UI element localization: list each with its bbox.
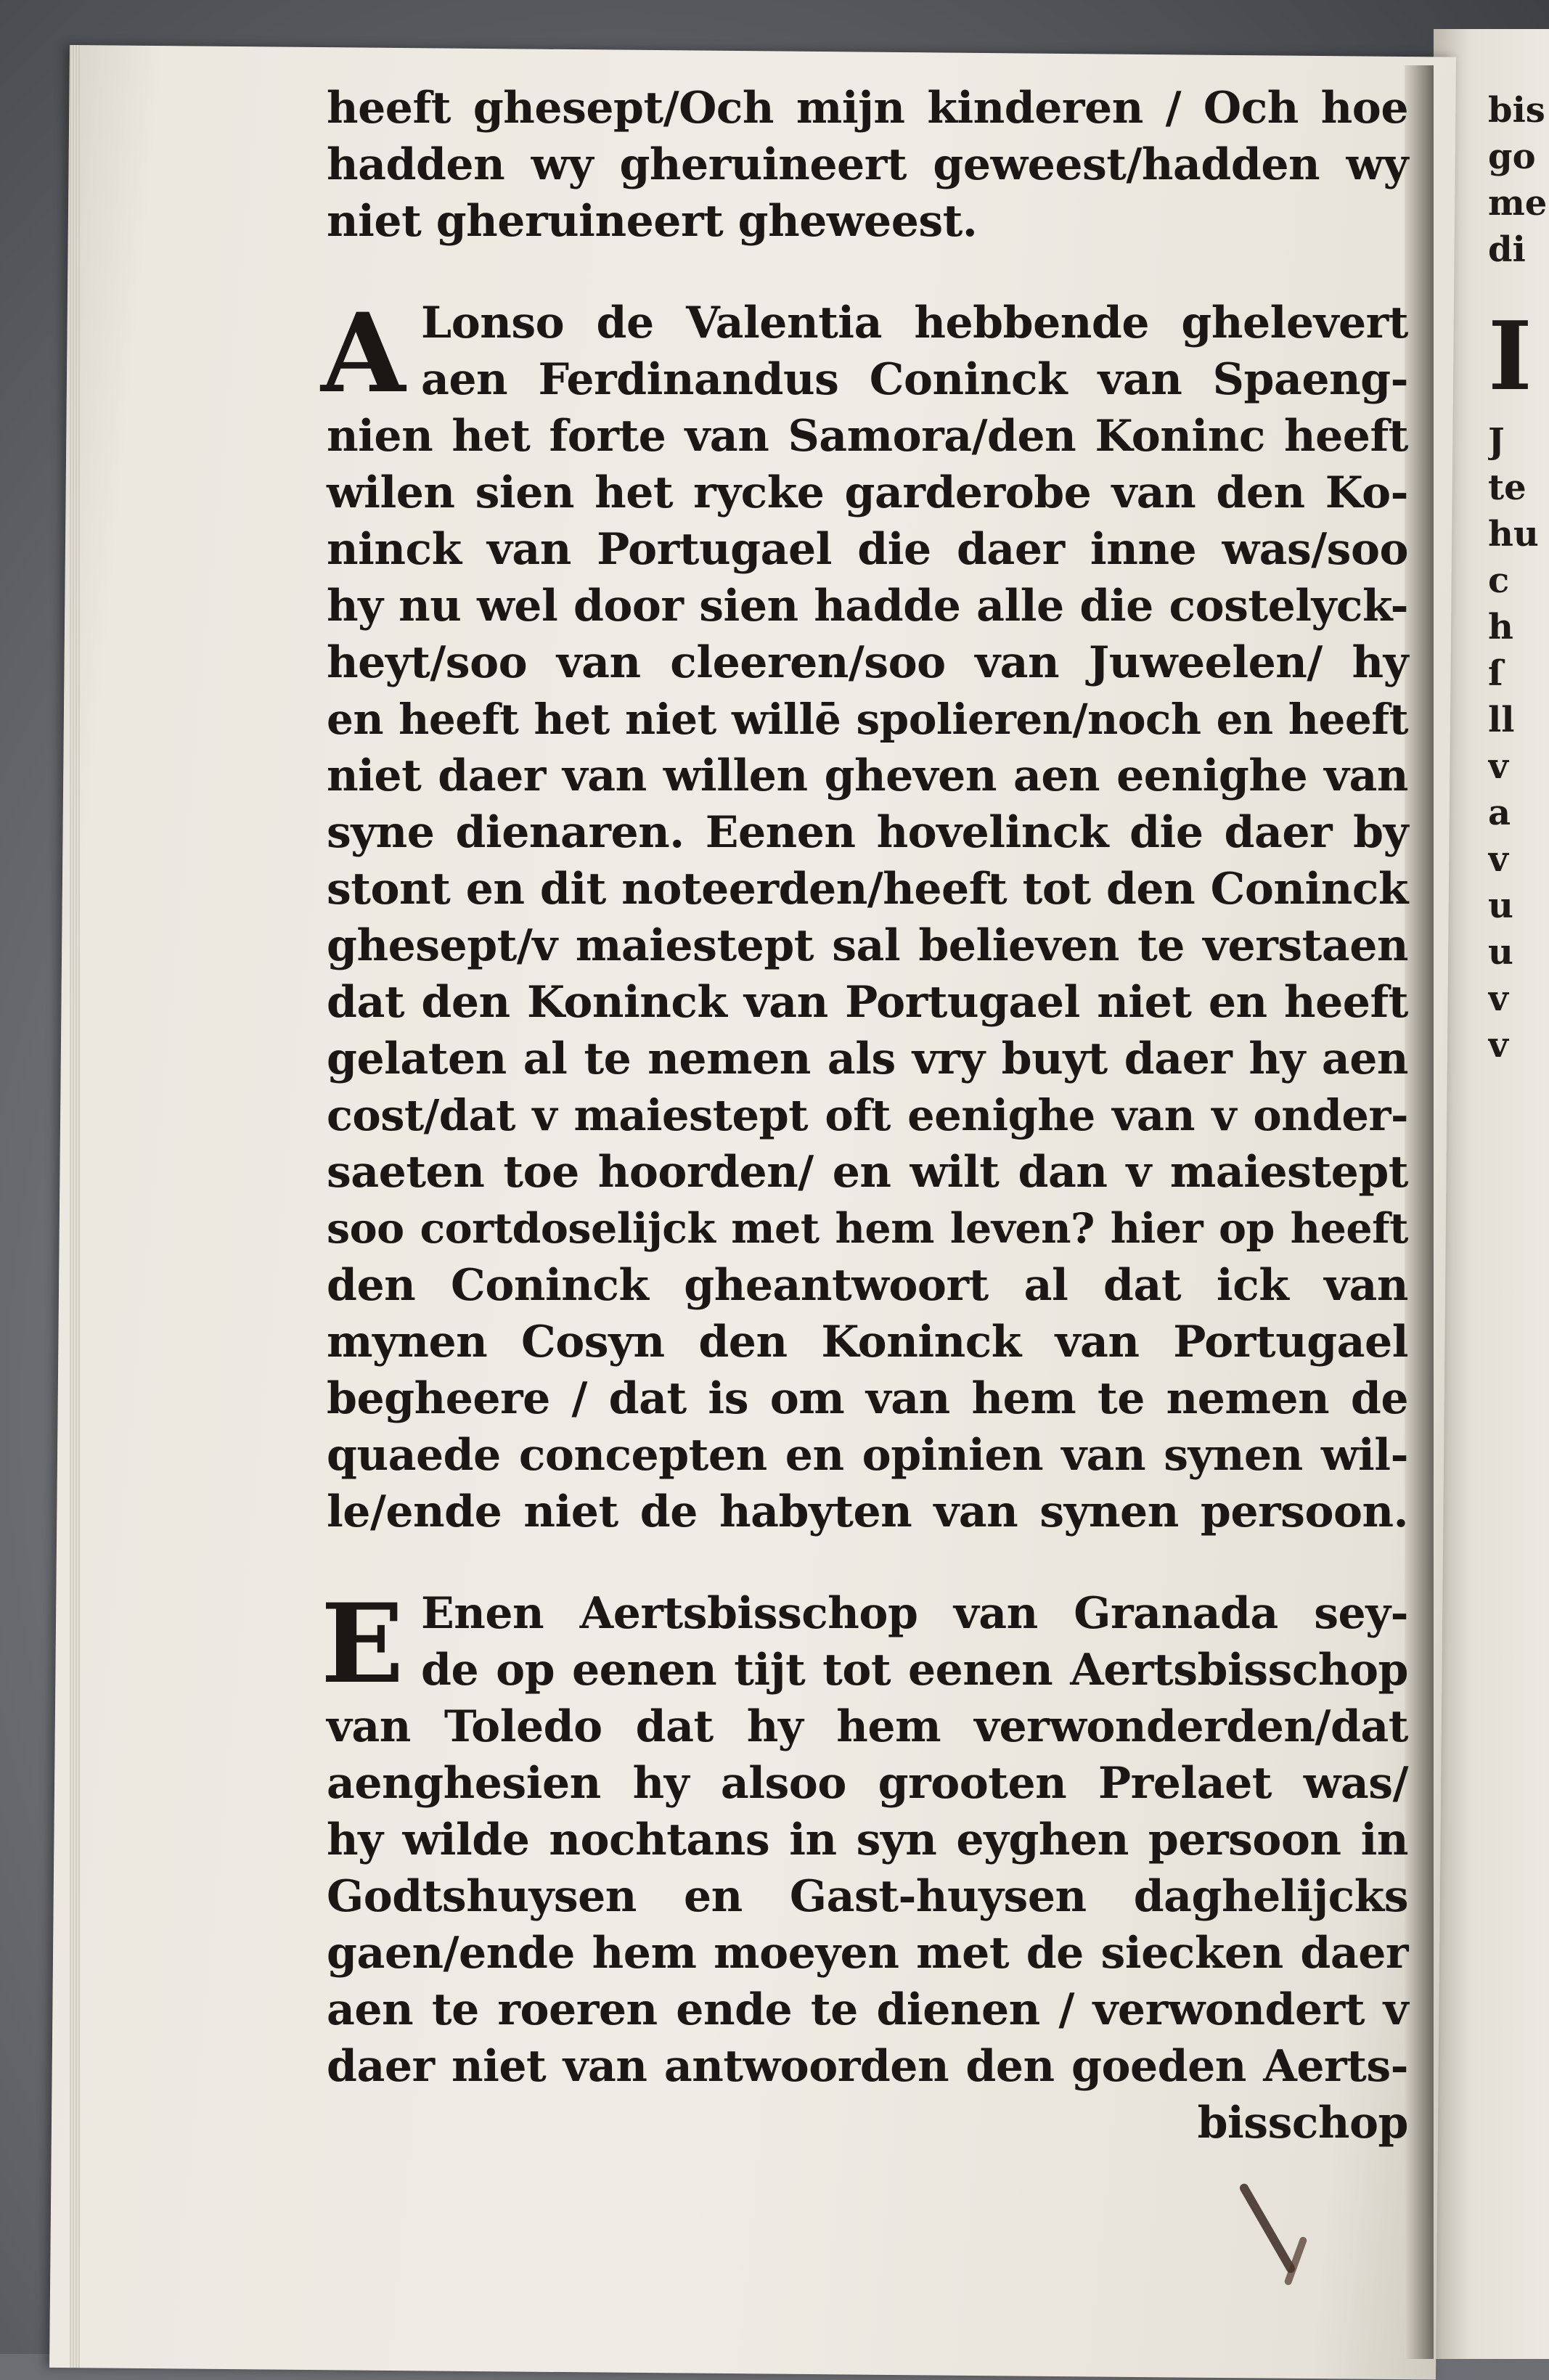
text-line: aen Ferdinandus Coninck van Spaeng- <box>421 354 1408 405</box>
catchword: bisschop <box>1197 2098 1408 2148</box>
text-line: aenghesien hy alsoo grooten Prelaet was/ <box>327 1758 1408 1809</box>
text-line: en heeft het niet willē spolieren/noch en heeft <box>327 695 1408 744</box>
facing-fragment: J <box>1488 421 1505 462</box>
text-line: Godtshuysen en Gast-huysen daghelijcks <box>327 1871 1408 1922</box>
text-line: aen te roeren ende te dienen / verwondert v <box>327 1984 1408 2035</box>
text-line: hadden wy gheruineert geweest/hadden wy <box>327 139 1408 190</box>
facing-fragment: v <box>1488 1025 1508 1066</box>
facing-initial: I <box>1488 300 1532 412</box>
facing-fragment: ſ <box>1488 653 1503 694</box>
text-line: heeft ghesept/Och mijn kinderen / Och hoe <box>327 83 1408 134</box>
text-line: cost/dat v maiestept oft eenighe van v onder- <box>327 1090 1408 1140</box>
facing-fragment: v <box>1488 978 1508 1019</box>
text-line: soo cortdoselijck met hem leven? hier op heeft <box>327 1204 1408 1253</box>
page-text <box>321 80 1408 2151</box>
facing-fragment: te <box>1488 467 1526 508</box>
text-line: dat den Koninck van Portugael niet en heeft <box>327 977 1408 1028</box>
facing-fragment: u <box>1488 932 1513 973</box>
facing-fragment: u <box>1488 886 1513 926</box>
facing-fragment: v <box>1488 746 1508 787</box>
text-line: de op eenen tijt tot eenen Aertsbisschop <box>421 1645 1408 1696</box>
text-line: syne dienaren. Eenen hovelinck die daer by <box>327 807 1408 858</box>
text-line: hy wilde nochtans in syn eyghen persoon in <box>327 1815 1408 1865</box>
facing-fragment: c <box>1488 560 1510 601</box>
facing-fragment: ll <box>1488 700 1515 740</box>
text-line: niet daer van willen gheven aen eenighe van <box>327 751 1408 801</box>
text-line: saeten toe hoorden/ en wilt dan v maiestept <box>327 1147 1408 1198</box>
text-line: gaen/ende hem moeyen met de siecken daer <box>327 1928 1408 1979</box>
facing-fragment: hu <box>1488 514 1539 555</box>
paragraph-3 <box>321 1580 1408 2151</box>
text-line: stont en dit noteerden/heeft tot den Coninck <box>327 864 1408 915</box>
drop-cap: A <box>321 290 405 417</box>
text-line: ninck van Portugael die daer inne was/soo <box>327 524 1408 575</box>
text-line: ghesept/v maiestept sal believen te verstaen <box>327 920 1408 971</box>
text-line: begheere / dat is om van hem te nemen de <box>327 1373 1408 1424</box>
text-line: heyt/soo van cleeren/soo van Juweelen/ hy <box>327 637 1408 688</box>
facing-page-text <box>1488 87 1549 1068</box>
text-line: gelaten al te nemen als vry buyt daer hy aen <box>327 1034 1408 1084</box>
text-line: daer niet van antwoorden den goeden Aerts- <box>327 2041 1408 2092</box>
text-line: Lonso de Valentia hebbende ghelevert <box>421 298 1408 348</box>
text-line: Enen Aertsbisschop van Granada sey- <box>421 1588 1408 1639</box>
text-line: wilen sien het rycke garderobe van den Ko- <box>327 467 1408 518</box>
text-line: niet gheruineert gheweest. <box>327 196 978 247</box>
drop-cap: E <box>321 1580 404 1708</box>
text-line: mynen Cosyn den Koninck van Portugael <box>327 1317 1408 1367</box>
facing-fragment: di <box>1488 229 1526 270</box>
facing-fragment: me <box>1488 183 1548 224</box>
facing-fragment: go <box>1488 136 1536 177</box>
paragraph-2 <box>321 290 1408 1540</box>
facing-fragment: bis <box>1488 90 1545 131</box>
facing-fragment: a <box>1488 793 1511 833</box>
page-edge <box>70 45 80 2368</box>
text-line: quaede concepten en opinien van synen wil- <box>327 1430 1408 1481</box>
facing-fragment: h <box>1488 607 1513 647</box>
book-gutter <box>1405 65 1434 2359</box>
paragraph-1 <box>327 80 1408 250</box>
facing-fragment: v <box>1488 839 1508 880</box>
text-line: nien het forte van Samora/den Koninc heeft <box>327 411 1408 462</box>
text-line: den Coninck gheantwoort al dat ick van <box>327 1260 1408 1311</box>
text-line: hy nu wel door sien hadde alle die costelyck- <box>327 581 1408 631</box>
text-line: van Toledo dat hy hem verwonderden/dat <box>327 1701 1408 1752</box>
text-line: le/ende niet de habyten van synen persoon. <box>327 1487 1408 1537</box>
